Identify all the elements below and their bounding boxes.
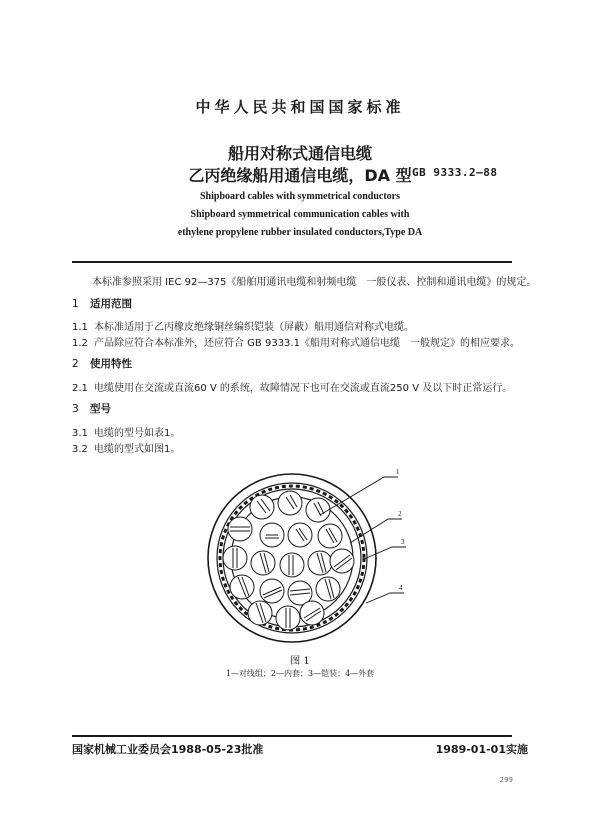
clause-number: 3.2 xyxy=(72,444,88,455)
header-divider xyxy=(72,261,512,263)
clause-number: 1.2 xyxy=(72,338,88,349)
cable-cross-section-figure xyxy=(200,463,420,648)
approval-text: 国家机械工业委员会1988-05-23批准 xyxy=(72,743,264,756)
intro-paragraph: 本标准参照采用 IEC 92—375《船舶用通讯电缆和射频电缆 一般仪表、控制和通讯电缆》的规定。 xyxy=(92,277,537,288)
section-heading-3 xyxy=(72,401,111,416)
clause-1-1 xyxy=(72,318,414,333)
section-heading-1 xyxy=(72,296,132,311)
footer-divider xyxy=(72,735,512,737)
section-heading-2 xyxy=(72,356,132,371)
english-title-line-2: Shipboard symmetrical communication cables with xyxy=(190,209,410,220)
clause-text: 电缆的型式如图1。 xyxy=(94,444,181,455)
section-number: 3 xyxy=(72,403,79,415)
callout-1: 1 xyxy=(396,468,400,476)
clause-text: 产品除应符合本标准外，还应符合 GB 9333.1《船用对称式通信电缆 一般规定》的相应要求。 xyxy=(94,338,520,349)
section-title: 型号 xyxy=(90,403,111,415)
figure-label: 图 1 xyxy=(290,656,310,667)
clause-text: 电缆使用在交流或直流60 V 的系统，故障情况下也可在交流或直流250 V 及以下时正常运行。 xyxy=(94,383,513,394)
clause-number: 1.1 xyxy=(72,322,88,333)
section-title: 适用范围 xyxy=(90,298,132,310)
clause-text: 电缆的型号如表1。 xyxy=(94,428,181,439)
title-line-2: 乙丙绝缘船用通信电缆，DA 型 xyxy=(188,166,412,185)
callout-3: 3 xyxy=(401,538,405,546)
implementation-date: 1989-01-01实施 xyxy=(435,743,528,756)
clause-3-2 xyxy=(72,440,180,455)
clause-text: 本标准适用于乙丙橡皮绝缘铜丝编织铠装（屏蔽）船用通信对称式电缆。 xyxy=(94,322,414,333)
page-number: 299 xyxy=(499,776,513,784)
title-line-1: 船用对称式通信电缆 xyxy=(227,144,372,163)
clause-2-1 xyxy=(72,379,512,394)
clause-1-2 xyxy=(72,334,520,349)
clause-number: 2.1 xyxy=(72,383,88,394)
section-title: 使用特性 xyxy=(90,358,132,370)
figure-legend: 1—对线组；2—内套；3—铠装；4—外套 xyxy=(225,669,375,678)
section-number: 2 xyxy=(72,358,79,370)
english-title-line-1: Shipboard cables with symmetrical conductors xyxy=(200,191,400,202)
national-standard-heading: 中华人民共和国国家标准 xyxy=(195,98,405,116)
english-title-line-3: ethylene propylene rubber insulated conductors,Type DA xyxy=(177,227,423,238)
callout-2: 2 xyxy=(398,510,402,518)
cable-diagram-icon xyxy=(200,463,420,648)
clause-3-1 xyxy=(72,424,180,439)
clause-number: 3.1 xyxy=(72,428,88,439)
section-number: 1 xyxy=(72,298,79,310)
callout-4: 4 xyxy=(399,584,403,592)
standard-number: GB 9333.2—88 xyxy=(412,166,498,179)
